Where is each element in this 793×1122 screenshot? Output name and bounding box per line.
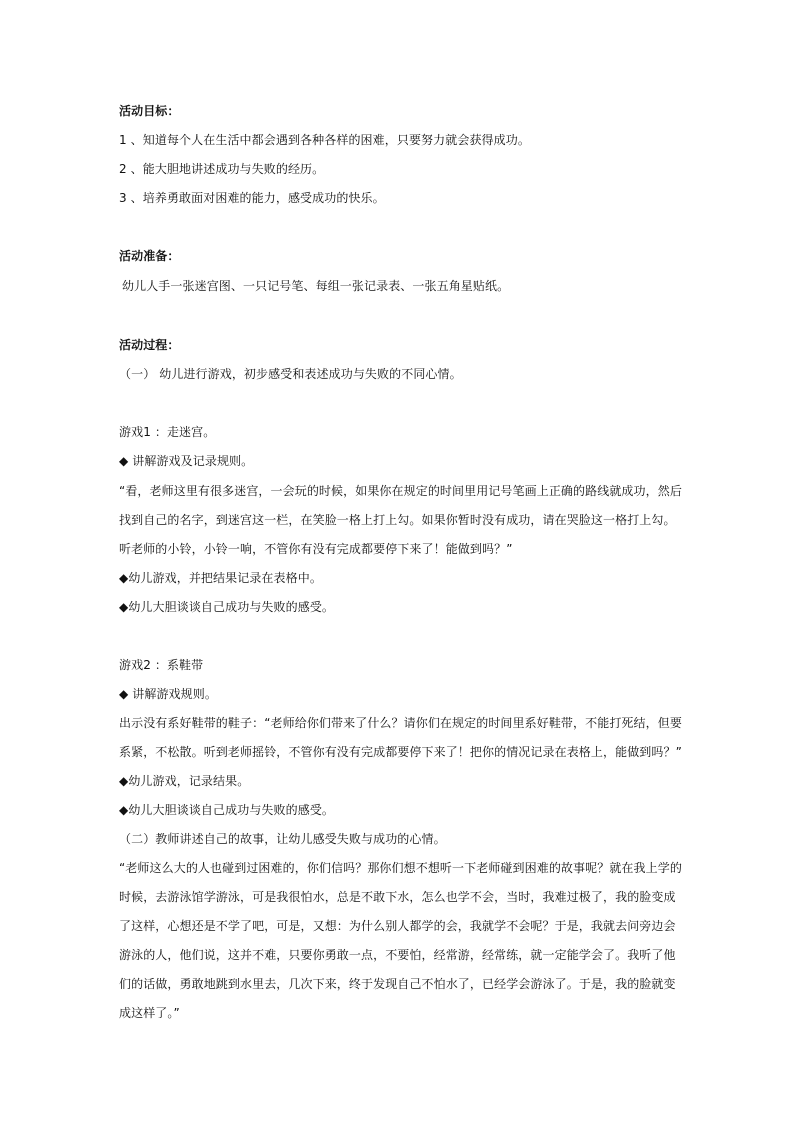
story-line-5: 们的话做，勇敢地跳到水里去，几次下来，终于发现自己不怕水了，已经学会游泳了。于是，我的脸就变 (119, 977, 676, 991)
game1-step-1: ◆幼儿游戏，并把结果记录在表格中。 (119, 571, 322, 585)
story-line-6: 成这样了。” (119, 1006, 180, 1020)
process-part1: （一） 幼儿进行游戏，初步感受和表述成功与失败的不同心情。 (119, 367, 462, 381)
game1-quote-line-3: 听老师的小铃，小铃一响，不管你有没有完成都要停下来了！能做到吗？” (119, 542, 513, 556)
game1-quote-line-2: 找到自己的名字，到迷宫这一栏，在笑脸一格上打上勾。如果你暂时没有成功，请在哭脸这一格打上勾。 (119, 513, 676, 527)
goal-item-2: 2 、能大胆地讲述成功与失败的经历。 (119, 162, 325, 176)
story-line-2: 时候，去游泳馆学游泳，可是我很怕水，总是不敢下水，怎么也学不会，当时，我难过极了，我的脸变成 (119, 890, 676, 904)
preparation-heading: 活动准备： (119, 249, 180, 263)
game2-title: 游戏2 ：系鞋带 (119, 658, 204, 672)
goal-item-3: 3 、培养勇敢面对困难的能力，感受成功的快乐。 (119, 191, 385, 205)
game2-quote-line-2: 系紧，不松散。听到老师摇铃，不管你有没有完成都要停下来了！把你的情况记录在表格上，能做到吗？” (119, 745, 682, 759)
game1-title: 游戏1 ：走迷宫。 (119, 425, 216, 439)
game2-step-1: ◆幼儿游戏，记录结果。 (119, 774, 250, 788)
goals-heading: 活动目标： (119, 104, 180, 118)
process-heading: 活动过程： (119, 338, 180, 352)
process-part2: （二）教师讲述自己的故事，让幼儿感受失败与成功的心情。 (119, 832, 446, 846)
game1-quote-line-1: “看，老师这里有很多迷宫，一会玩的时候，如果你在规定的时间里用记号笔画上正确的路线就成功，然后 (119, 484, 682, 498)
story-line-4: 游泳的人，他们说，这并不难，只要你勇敢一点，不要怕，经常游，经常练，就一定能学会了。我听了他 (119, 948, 676, 962)
game2-quote-line-1: 出示没有系好鞋带的鞋子：“老师给你们带来了什么？请你们在规定的时间里系好鞋带，不能打死结，但要 (119, 716, 682, 730)
game2-rule: ◆ 讲解游戏规则。 (119, 687, 217, 701)
game2-step-2: ◆幼儿大胆谈谈自己成功与失败的感受。 (119, 803, 335, 817)
story-line-3: 了这样，心想还是不学了吧，可是，又想：为什么别人都学的会，我就学不会呢？于是，我就去问旁边会 (119, 919, 676, 933)
game1-step-2: ◆幼儿大胆谈谈自己成功与失败的感受。 (119, 600, 335, 614)
story-line-1: “老师这么大的人也碰到过困难的，你们信吗？那你们想不想听一下老师碰到困难的故事呢？就在我上学的 (119, 861, 682, 875)
game1-rule: ◆ 讲解游戏及记录规则。 (119, 454, 254, 468)
preparation-text: 幼儿人手一张迷宫图、一只记号笔、每组一张记录表、一张五角星贴纸。 (122, 279, 510, 293)
goal-item-1: 1 、知道每个人在生活中都会遇到各种各样的困难，只要努力就会获得成功。 (119, 133, 530, 147)
